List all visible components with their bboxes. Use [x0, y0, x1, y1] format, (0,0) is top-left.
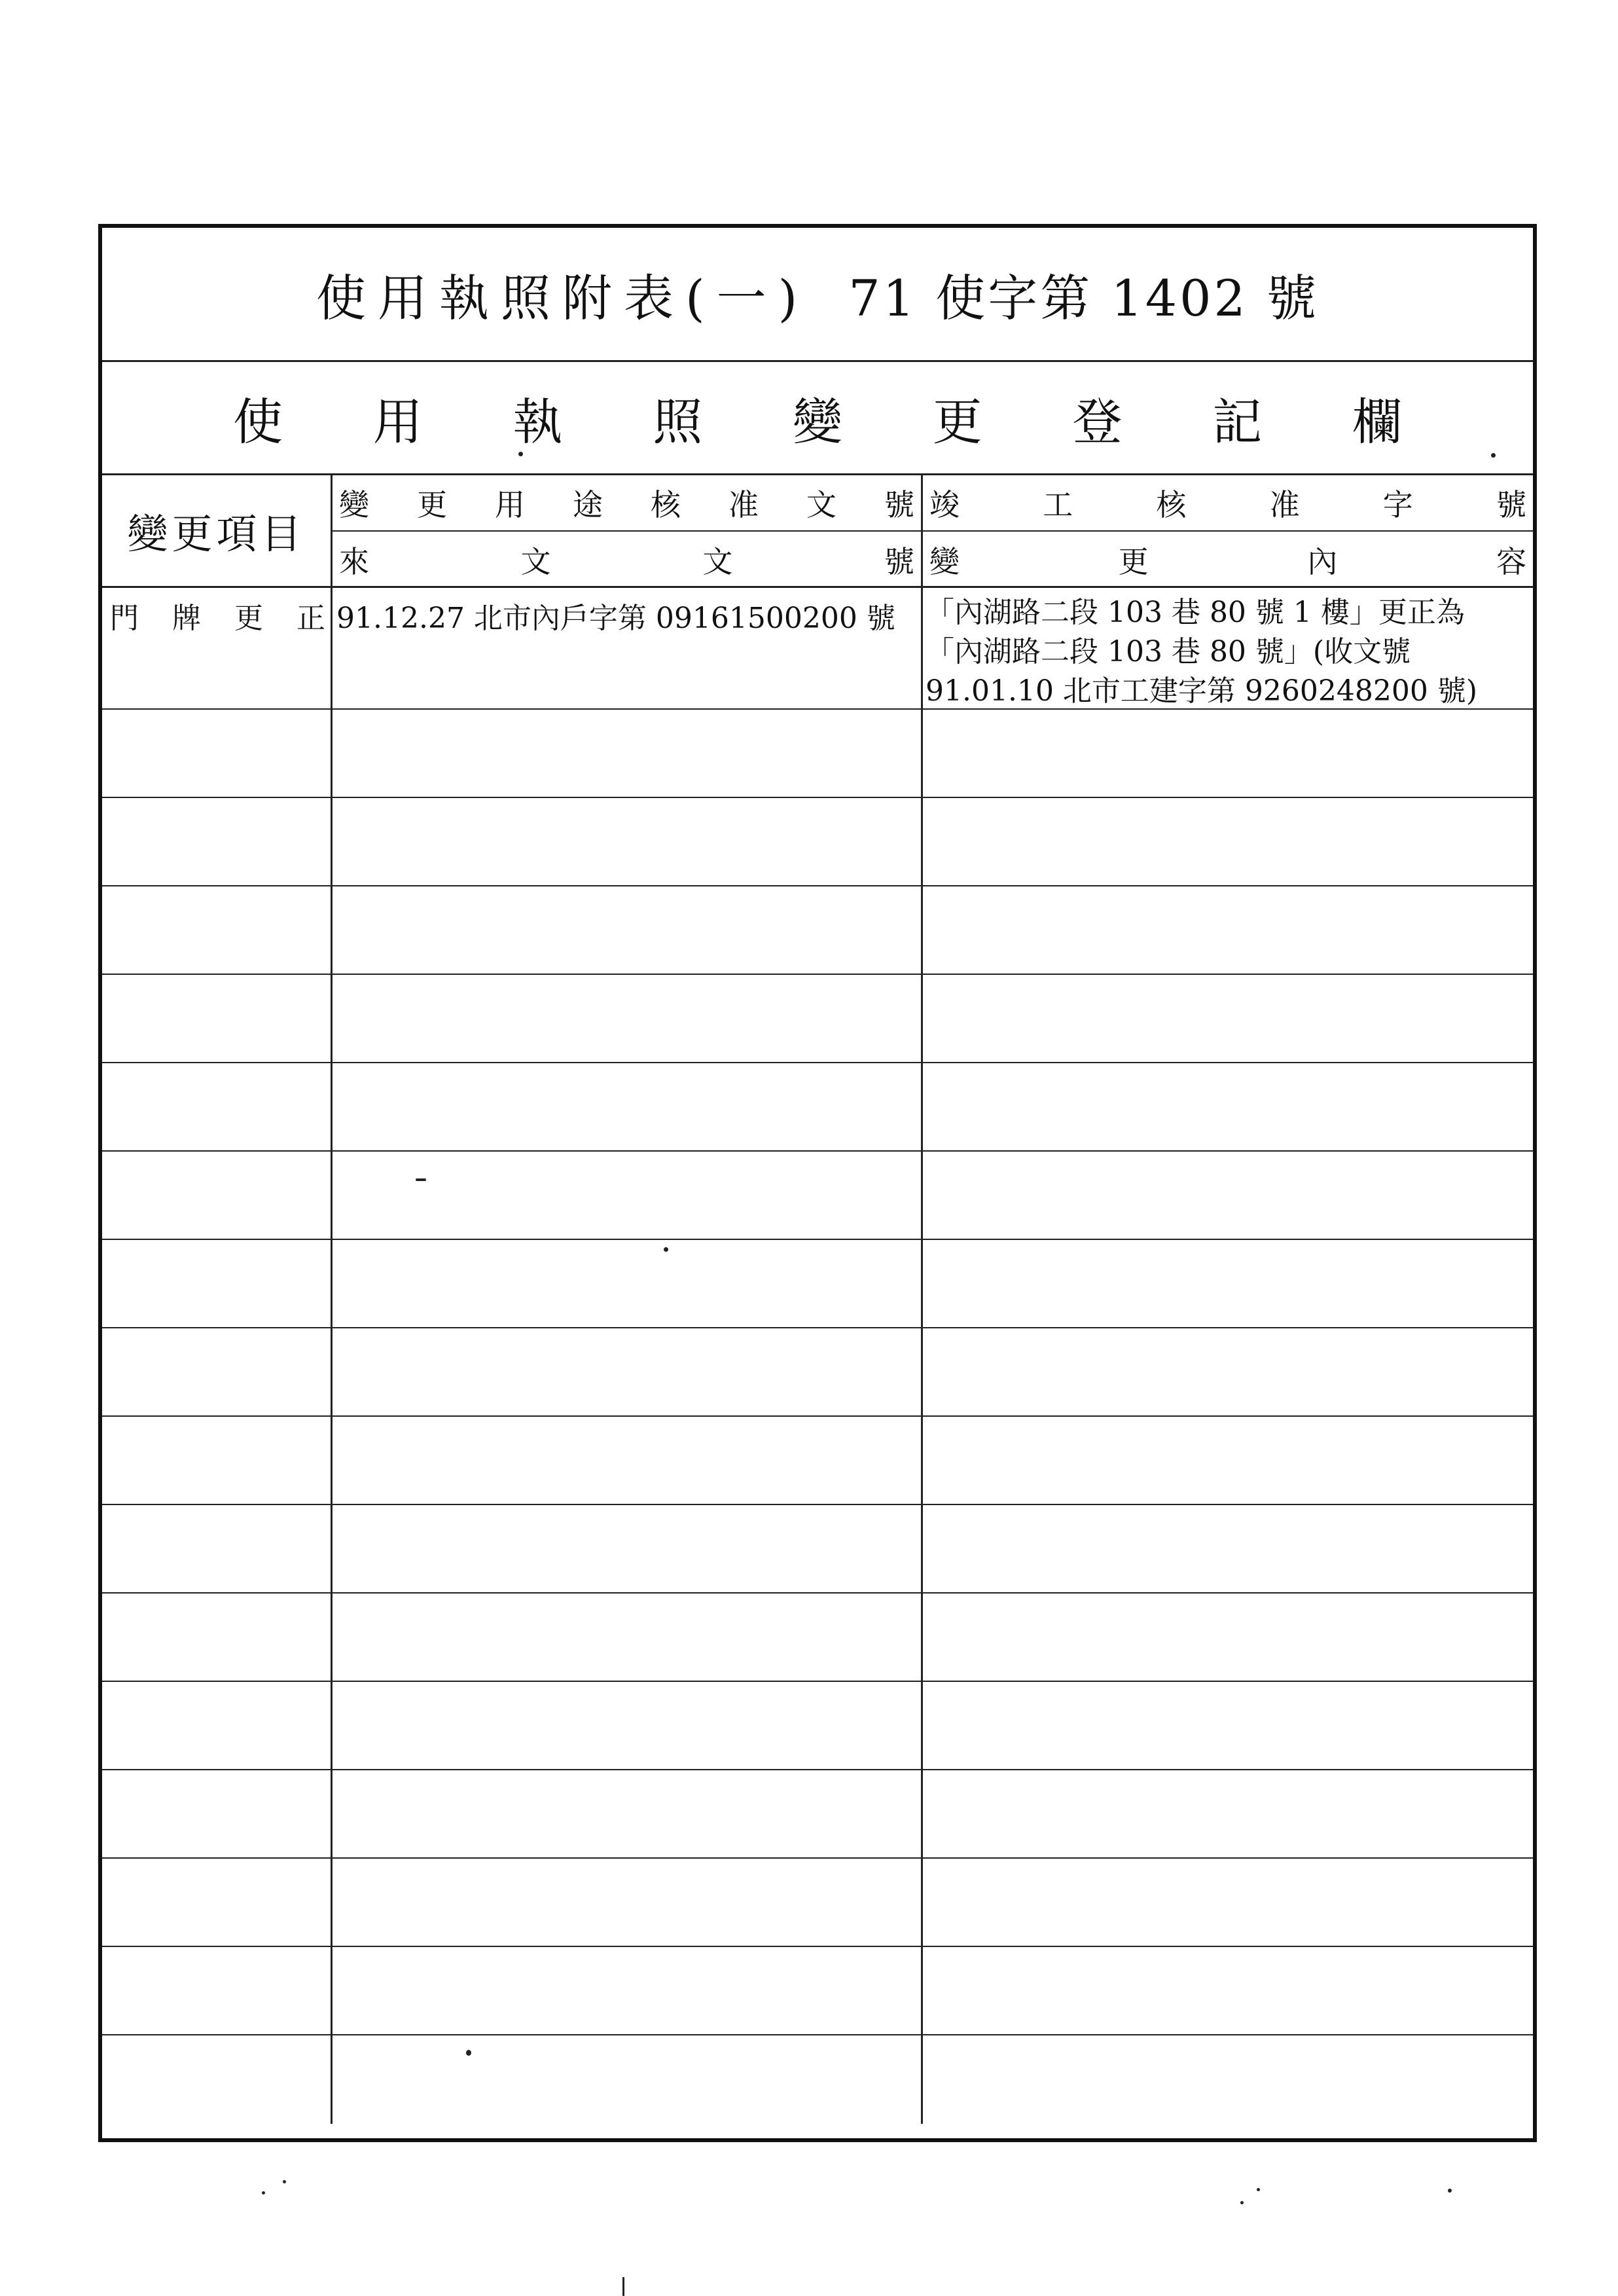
header-char: 變: [929, 544, 960, 579]
empty-cell: [923, 1505, 1533, 1592]
empty-cell: [102, 2035, 333, 2124]
empty-cell: [923, 1417, 1533, 1504]
doc-number: 91.12.27 北市內戶字第 09161500200 號: [336, 602, 895, 635]
header-char: 號: [1496, 487, 1526, 522]
license-number: 71 使字第 1402 號: [848, 268, 1319, 327]
table-row: [102, 975, 1533, 1063]
empty-cell: [333, 798, 923, 885]
empty-cell: [333, 1152, 923, 1239]
form-title: [102, 228, 1533, 362]
table-row: [102, 1947, 1533, 2035]
header-char: 更: [1118, 544, 1149, 579]
table-header: [102, 475, 1533, 588]
content-line: 「內湖路二段 103 巷 80 號」(收文號: [926, 635, 1411, 668]
subtitle-char: 變: [793, 392, 842, 451]
header-incoming-doc-no: [333, 532, 921, 588]
header-char: 准: [1269, 487, 1300, 522]
empty-cell: [102, 1947, 333, 2034]
table-row: [102, 1152, 1533, 1240]
empty-cell: [333, 1770, 923, 1857]
empty-cell: [923, 710, 1533, 797]
empty-cell: [102, 1859, 333, 1946]
header-char: 文: [702, 544, 733, 579]
header-change-item: 變更項目: [102, 475, 333, 586]
header-char: 文: [520, 544, 551, 579]
empty-cell: [102, 1770, 333, 1857]
empty-cell: [102, 1417, 333, 1504]
empty-cell: [923, 1770, 1533, 1857]
table-body: [102, 588, 1533, 2138]
form-subtitle: [102, 362, 1533, 475]
empty-cell: [102, 1063, 333, 1150]
empty-cell: [102, 1505, 333, 1592]
empty-cell: [923, 1947, 1533, 2034]
change-registration-form: [98, 224, 1537, 2142]
table-row: [102, 1240, 1533, 1328]
scan-speck: [1240, 2201, 1244, 2204]
table-row: [102, 798, 1533, 886]
empty-cell: [102, 1152, 333, 1239]
empty-cell: [333, 886, 923, 974]
subtitle-char: 更: [932, 392, 982, 451]
empty-cell: [923, 1063, 1533, 1150]
empty-cell: [102, 975, 333, 1062]
item-char: 牌: [172, 602, 201, 635]
item-char: 更: [234, 602, 263, 635]
subtitle-char: 照: [653, 392, 703, 451]
empty-cell: [923, 798, 1533, 885]
empty-cell: [333, 710, 923, 797]
subtitle-char: 用: [372, 392, 423, 451]
subtitle-char: 登: [1072, 392, 1123, 451]
subtitle-char: 記: [1212, 392, 1263, 451]
header-char: 核: [651, 487, 681, 522]
header-char: 工: [1043, 487, 1073, 522]
empty-cell: [923, 1682, 1533, 1769]
table-row: [102, 1505, 1533, 1594]
scan-speck: [622, 2277, 624, 2296]
form-title-main: 使用執照附表(一): [316, 268, 810, 327]
header-char: 用: [495, 487, 525, 522]
empty-cell: [923, 1594, 1533, 1681]
empty-cell: [333, 1063, 923, 1150]
empty-cell: [333, 2035, 923, 2124]
scan-speck: [466, 2050, 471, 2056]
subtitle-char: 欄: [1352, 392, 1402, 451]
table-row: [102, 1328, 1533, 1417]
empty-cell: [923, 2035, 1533, 2124]
subtitle-char: 執: [512, 392, 563, 451]
header-completion-approval-no: [923, 475, 1533, 532]
item-char: 正: [297, 602, 325, 635]
header-char: 更: [417, 487, 447, 522]
content-line: 「內湖路二段 103 巷 80 號 1 樓」更正為: [926, 596, 1465, 629]
empty-cell: [102, 1594, 333, 1681]
header-char: 號: [884, 487, 914, 522]
table-row: [102, 2035, 1533, 2124]
empty-cell: [102, 798, 333, 885]
table-row: [102, 710, 1533, 798]
empty-cell: [102, 1240, 333, 1327]
header-char: 容: [1496, 544, 1526, 579]
header-char: 准: [728, 487, 759, 522]
table-row: [102, 886, 1533, 975]
table-row: [102, 588, 1533, 710]
subtitle-char: 使: [233, 392, 283, 451]
scan-speck: [416, 1178, 426, 1181]
cell-change-item: [102, 588, 333, 708]
scan-speck: [1257, 2188, 1260, 2191]
empty-cell: [333, 1947, 923, 2034]
header-char: 內: [1307, 544, 1338, 579]
empty-cell: [333, 975, 923, 1062]
scan-speck: [1448, 2189, 1452, 2193]
empty-cell: [333, 1328, 923, 1415]
header-content-column: [923, 475, 1533, 586]
header-doc-column: [333, 475, 923, 586]
header-char: 字: [1382, 487, 1413, 522]
header-char: 途: [573, 487, 603, 522]
header-char: 來: [339, 544, 369, 579]
content-line: 91.01.10 北市工建字第 9260248200 號): [926, 674, 1478, 708]
table-row: [102, 1417, 1533, 1505]
scan-speck: [1491, 453, 1496, 458]
table-row: [102, 1770, 1533, 1859]
empty-cell: [102, 710, 333, 797]
empty-cell: [923, 1328, 1533, 1415]
table-row: [102, 1063, 1533, 1152]
table-row: [102, 1859, 1533, 1947]
header-change-content: [923, 532, 1533, 588]
item-char: 門: [110, 602, 139, 635]
empty-cell: [333, 1240, 923, 1327]
empty-cell: [923, 1240, 1533, 1327]
header-char: 文: [806, 487, 836, 522]
empty-cell: [923, 1859, 1533, 1946]
empty-cell: [333, 1859, 923, 1946]
empty-cell: [102, 886, 333, 974]
scan-speck: [664, 1247, 668, 1252]
table-row: [102, 1682, 1533, 1770]
header-char: 竣: [929, 487, 960, 522]
empty-cell: [102, 1682, 333, 1769]
header-char: 核: [1156, 487, 1187, 522]
cell-doc-no: [333, 588, 923, 708]
scan-speck: [283, 2180, 286, 2183]
header-char: 號: [884, 544, 914, 579]
empty-cell: [923, 886, 1533, 974]
empty-cell: [923, 1152, 1533, 1239]
empty-cell: [333, 1417, 923, 1504]
empty-cell: [333, 1505, 923, 1592]
scan-speck: [262, 2191, 265, 2195]
scan-speck: [518, 452, 523, 456]
cell-change-content: [923, 588, 1533, 708]
empty-cell: [923, 975, 1533, 1062]
empty-cell: [333, 1682, 923, 1769]
table-row: [102, 1594, 1533, 1682]
empty-cell: [333, 1594, 923, 1681]
empty-cell: [102, 1328, 333, 1415]
header-use-change-approval-no: [333, 475, 921, 532]
header-char: 變: [339, 487, 369, 522]
